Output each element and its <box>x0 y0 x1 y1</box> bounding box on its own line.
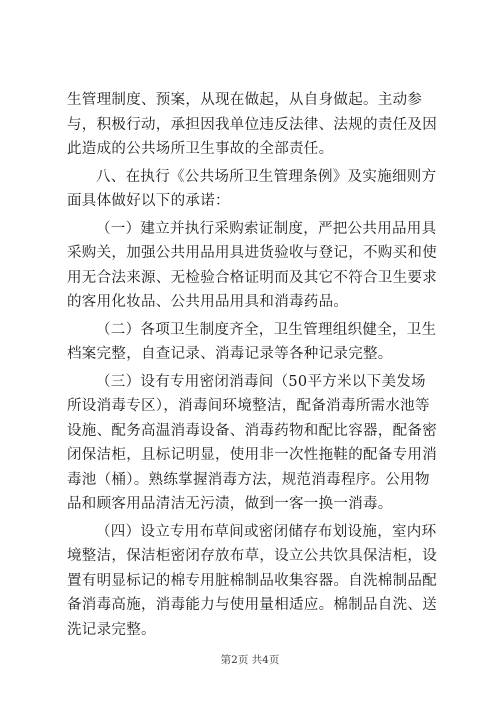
paragraph: 八、在执行《公共场所卫生管理条例》及实施细则方面具体做好以下的承诺： <box>67 168 437 209</box>
paragraph: （一）建立并执行采购索证制度，严把公共用品用具采购关，加强公共用品用具进货验收与登记，不购买和使用无合法来源、无检验合格证明而及其它不符合卫生要求的客用化妆品、公共用品用具和消毒药品。 <box>67 220 437 310</box>
paragraph: 生管理制度、预案，从现在做起，从自身做起。主动参与，积极行动，承担因我单位违反法律、法规的责任及因此造成的公共场所卫生事故的全部责任。 <box>67 92 437 157</box>
paragraph: （二）各项卫生制度齐全，卫生管理组织健全，卫生档案完整，自查记录、消毒记录等各种记录完整。 <box>67 321 437 362</box>
page-number-footer: 第2页 共4页 <box>220 654 280 666</box>
paragraph: （三）设有专用密闭消毒间（50平方米以下美发场所设消毒专区），消毒间环境整洁，配备消毒所需水池等设施、配务高温消毒设备、消毒药物和配比容器，配备密闭保洁柜，且标记明显，使用非一次性拖鞋的配备专用消毒池（桶）。熟练掌握消毒方法，规范消毒程序。公用物品和顾客用品清洁无污渍，做到一客一换一消毒。 <box>67 373 437 512</box>
paragraph: （四）设立专用布草间或密闭储存布划设施，室内环境整洁，保洁柜密闭存放布草，设立公共饮具保洁柜，设置有明显标记的棉专用脏棉制品收集容器。自洗棉制品配备消毒高施，消毒能力与使用量相适应。棉制品自洗、送洗记录完整。 <box>67 523 437 638</box>
document-body <box>67 88 439 642</box>
